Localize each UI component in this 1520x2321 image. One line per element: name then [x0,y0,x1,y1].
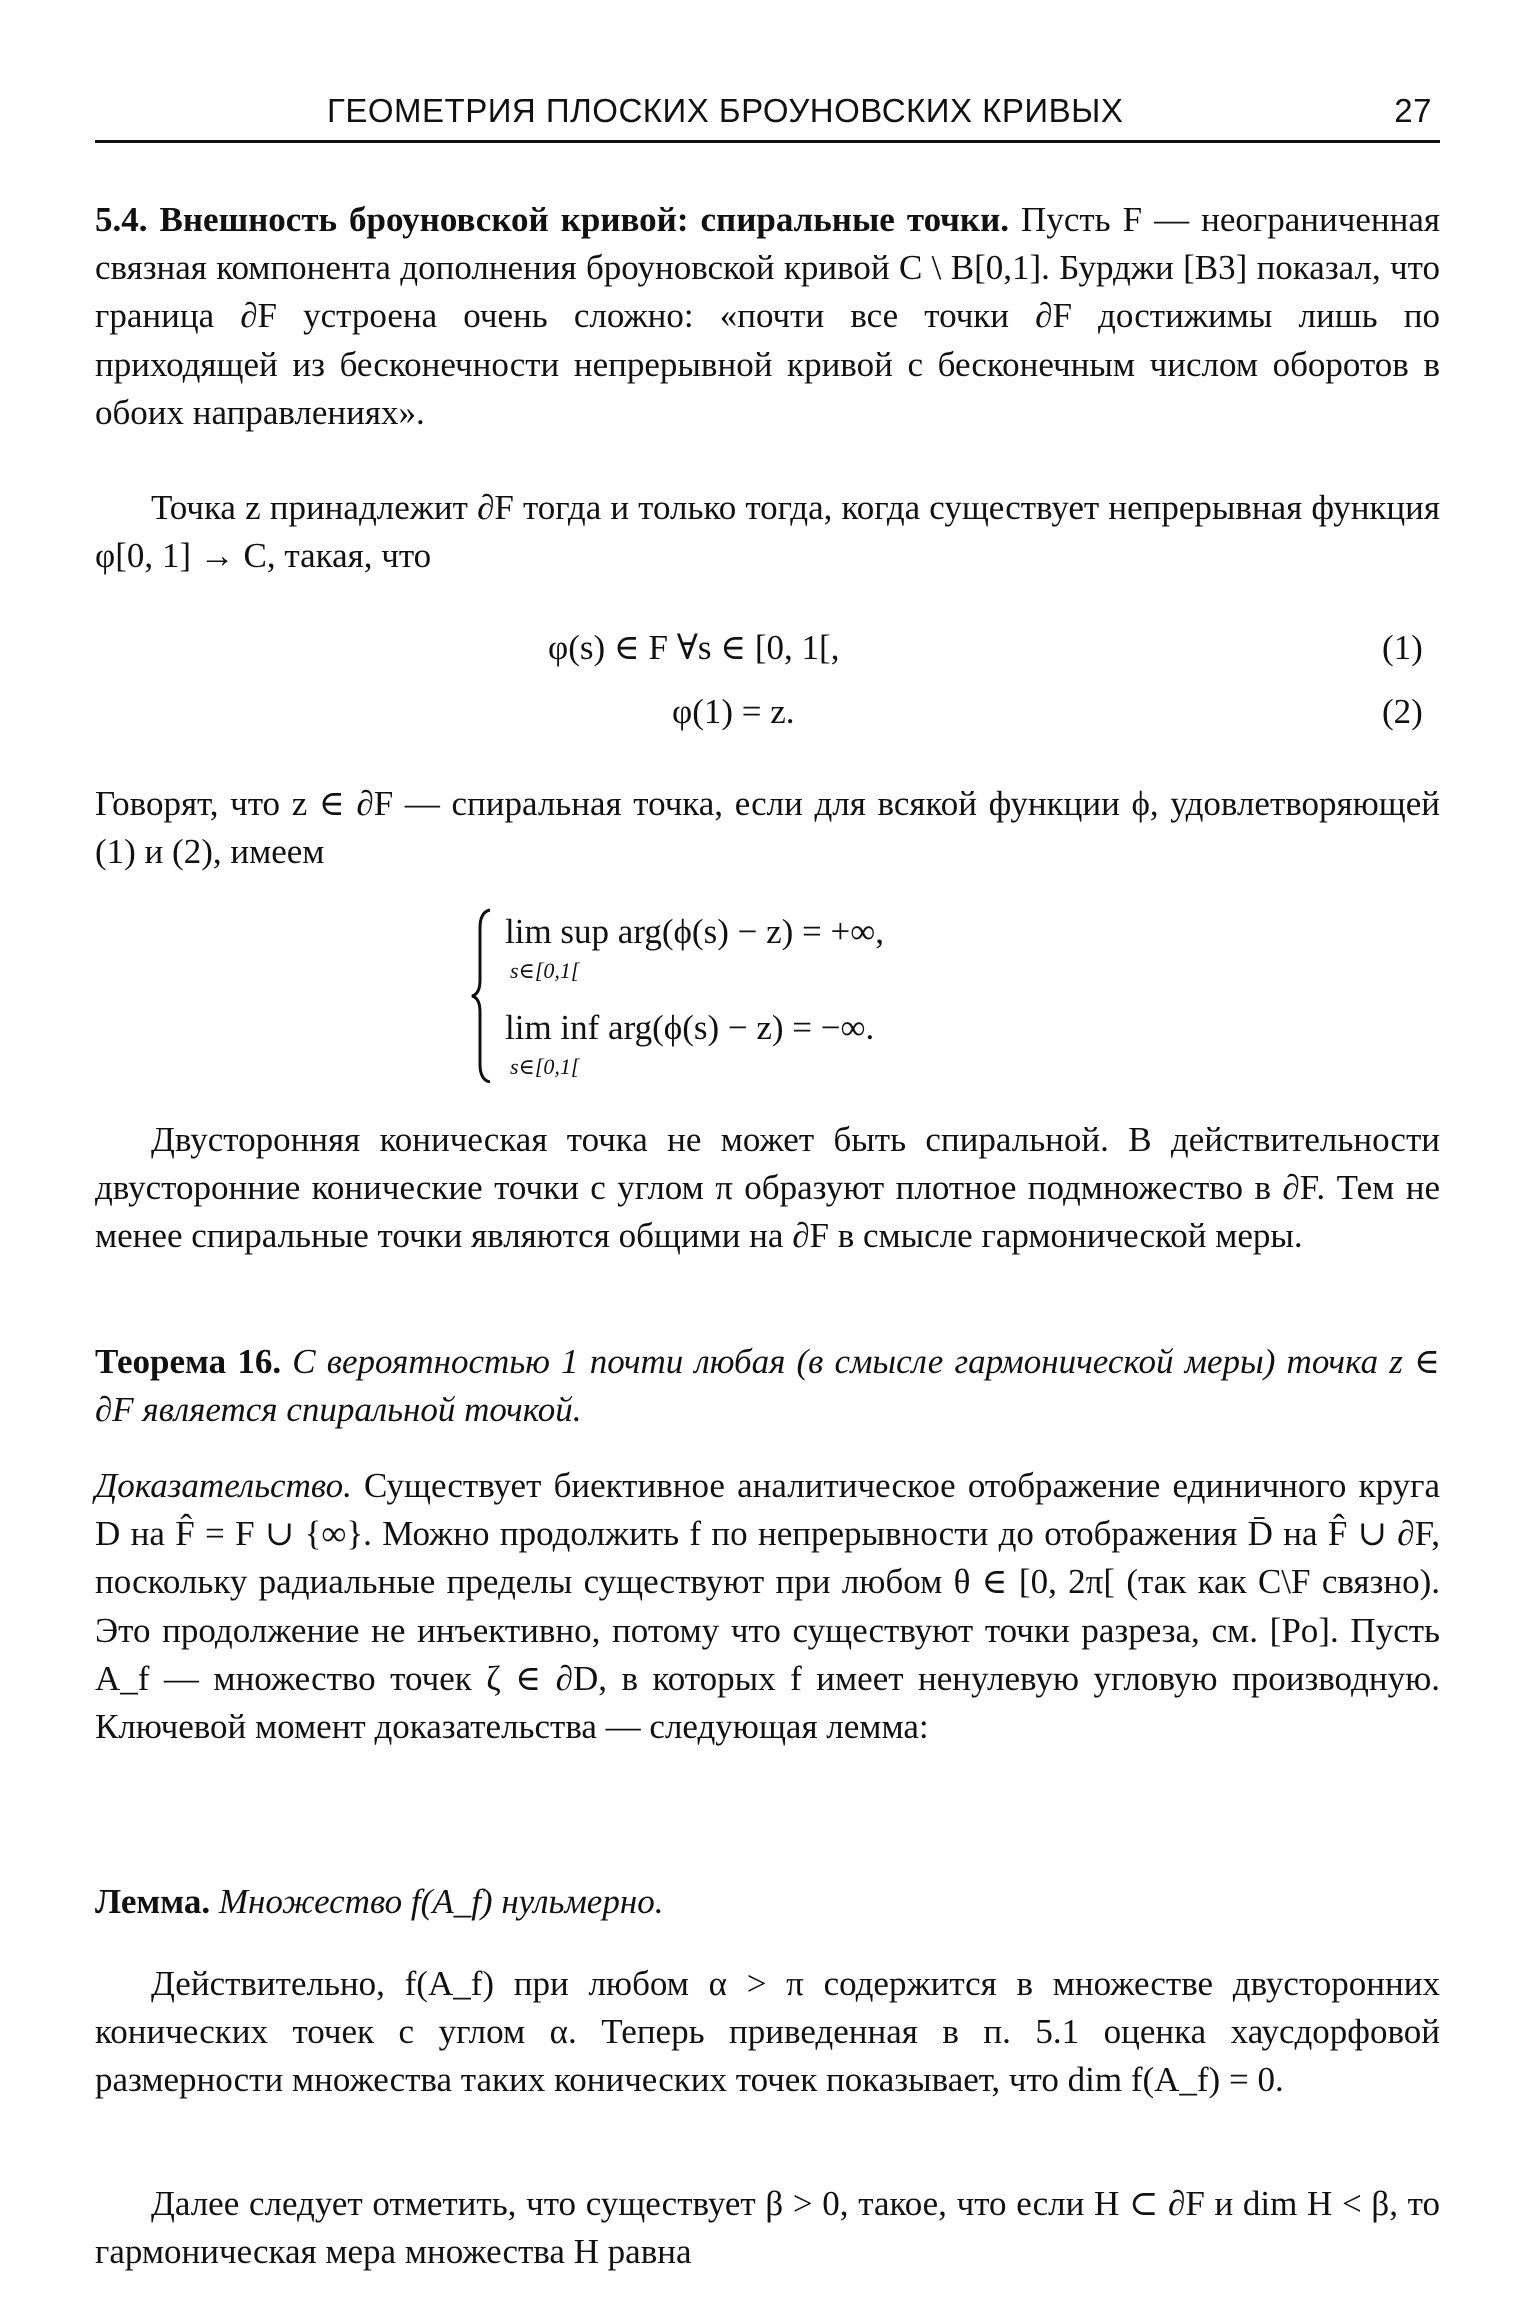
paragraph-4: Двусторонняя коническая точка не может быть спиральной. В действительности двусторонние конические точки с углом π образуют плотное подмножество в ∂F. Тем не менее спиральные точки являются общими на ∂F в смысле гармонической меры. [95,1120,1440,1256]
theorem-label: Теорема 16. [95,1342,282,1381]
proof-text: Существует биективное аналитическое отображение единичного круга D на F̂ = F ∪ {∞}. Можно продолжить f по непрерывности до отображения D̄ на F̂ ∪ ∂F, поскольку радиальные пределы существуют при любом θ ∈ [0, 2π[ (так как C\F связно). Это продолжение не инъективно, потому что существуют точки разреза, см. [Po]. Пусть A_f — множество точек ζ ∈ ∂D, в которых f имеет ненулевую угловую производную. Ключевой момент доказательства — следующая лемма: [95,1466,1440,1747]
limsup-equation: lim sup arg(ϕ(s) − z) = +∞, [505,912,884,951]
section-intro-text: Пусть F — неограниченная связная компонента дополнения броуновской кривой C \ B[0,1]. Бурджи [B3] показал, что граница ∂F устроена очень сложно: «почти все точки ∂F достижимы лишь по приходящей из бесконечности непрерывной кривой с бесконечным числом оборотов в обоих направлениях». [95,200,1440,432]
lemma-label: Лемма. [95,1882,211,1921]
paragraph-2: Точка z принадлежит ∂F тогда и только тогда, когда существует непрерывная функция φ[0, 1] → C, такая, что [95,488,1440,576]
liminf-equation: lim inf arg(ϕ(s) − z) = −∞. [505,1008,875,1047]
left-brace [470,908,494,1083]
paragraph-5: Действительно, f(A_f) при любом α > π содержится в множестве двусторонних конических точек с углом α. Теперь приведенная в п. 5.1 оценка хаусдорфовой размерности множества таких конических точек показывает, что dim f(A_f) = 0. [95,1964,1440,2100]
equation-2-number: (2) [1382,692,1423,731]
equation-2: φ(1) = z. [672,692,795,731]
proof-paragraph [95,1462,1440,1751]
paragraph-6: Далее следует отметить, что существует β > 0, такое, что если H ⊂ ∂F и dim H < β, то гармоническая мера множества H равна [95,2184,1440,2272]
theorem-16 [95,1338,1440,1434]
page-number: 27 [1394,92,1432,129]
section-heading: 5.4. Внешность броуновской кривой: спиральные точки. [95,200,1010,239]
paragraph-3: Говорят, что z ∈ ∂F — спиральная точка, если для всякой функции ϕ, удовлетворяющей (1) и (2), имеем [95,784,1440,872]
running-header [95,88,1440,143]
liminf-subscript: s∈[0,1[ [510,1054,580,1079]
equation-1-number: (1) [1382,628,1423,667]
equation-1: φ(s) ∈ F ∀s ∈ [0, 1[, [548,628,840,667]
section-paragraph-1 [95,196,1440,437]
lemma [95,1878,1440,1926]
limsup-subscript: s∈[0,1[ [510,958,580,983]
proof-label: Доказательство. [95,1466,352,1505]
lemma-text: Множество f(A_f) нульмерно. [218,1882,664,1921]
theorem-text: С вероятностью 1 почти любая (в смысле гармонической меры) точка z ∈ ∂F является спиральной точкой. [95,1342,1440,1430]
running-title: ГЕОМЕТРИЯ ПЛОСКИХ БРОУНОВСКИХ КРИВЫХ [327,92,1124,129]
